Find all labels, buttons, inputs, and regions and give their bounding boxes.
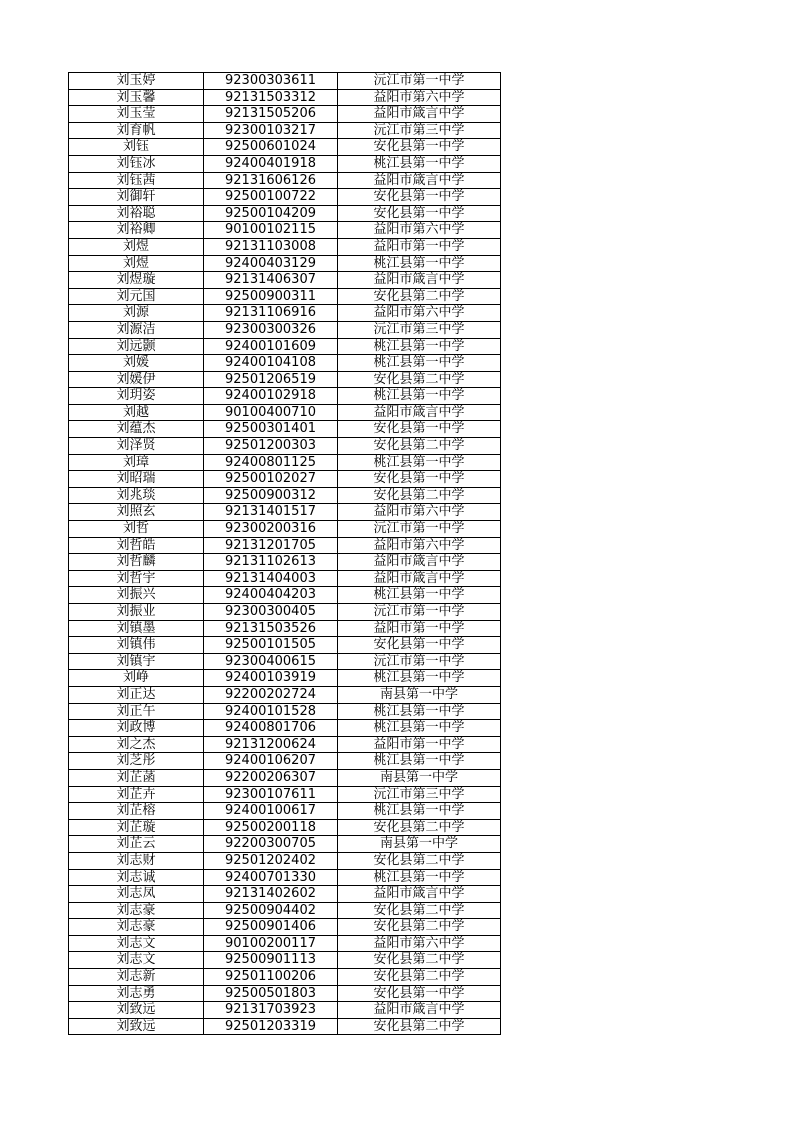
student-table (68, 72, 501, 1035)
school-cell: 益阳市第六中学 (338, 305, 501, 322)
school-cell: 沅江市第三中学 (338, 321, 501, 338)
table-row (69, 720, 501, 737)
exam-number-cell: 92500901406 (204, 919, 338, 936)
student-name-cell: 刘兆琰 (69, 487, 204, 504)
table-row (69, 89, 501, 106)
school-cell: 桃江县第一中学 (338, 720, 501, 737)
table-row (69, 454, 501, 471)
student-name-cell: 刘玉莹 (69, 106, 204, 123)
table-row (69, 587, 501, 604)
exam-number-cell: 92400404203 (204, 587, 338, 604)
student-name-cell: 刘哲皓 (69, 537, 204, 554)
school-cell: 安化县第二中学 (338, 371, 501, 388)
table-row (69, 537, 501, 554)
table-row (69, 686, 501, 703)
student-name-cell: 刘媛 (69, 355, 204, 372)
table-row (69, 786, 501, 803)
school-cell: 桃江县第一中学 (338, 670, 501, 687)
exam-number-cell: 92400104108 (204, 355, 338, 372)
exam-number-cell: 92400106207 (204, 753, 338, 770)
school-cell: 沅江市第一中学 (338, 521, 501, 538)
exam-number-cell: 92501100206 (204, 969, 338, 986)
exam-number-cell: 90100400710 (204, 404, 338, 421)
student-name-cell: 刘源洁 (69, 321, 204, 338)
school-cell: 沅江市第一中学 (338, 653, 501, 670)
school-cell: 益阳市箴言中学 (338, 570, 501, 587)
student-name-cell: 刘泽贤 (69, 438, 204, 455)
exam-number-cell: 92501200303 (204, 438, 338, 455)
school-cell: 桃江县第一中学 (338, 803, 501, 820)
exam-number-cell: 92200202724 (204, 686, 338, 703)
student-name-cell: 刘钰茜 (69, 172, 204, 189)
table-row (69, 238, 501, 255)
school-cell: 益阳市箴言中学 (338, 886, 501, 903)
student-name-cell: 刘正达 (69, 686, 204, 703)
student-name-cell: 刘芷卉 (69, 786, 204, 803)
student-name-cell: 刘之杰 (69, 736, 204, 753)
table-row (69, 272, 501, 289)
table-row (69, 604, 501, 621)
student-name-cell: 刘志财 (69, 852, 204, 869)
exam-number-cell: 92500901113 (204, 952, 338, 969)
table-row (69, 388, 501, 405)
school-cell: 安化县第一中学 (338, 139, 501, 156)
school-cell: 桃江县第一中学 (338, 338, 501, 355)
school-cell: 安化县第二中学 (338, 919, 501, 936)
exam-number-cell: 92300107611 (204, 786, 338, 803)
student-name-cell: 刘志豪 (69, 902, 204, 919)
exam-number-cell: 92500501803 (204, 985, 338, 1002)
school-cell: 桃江县第一中学 (338, 355, 501, 372)
student-name-cell: 刘远颢 (69, 338, 204, 355)
exam-number-cell: 92500900312 (204, 487, 338, 504)
school-cell: 安化县第二中学 (338, 438, 501, 455)
school-cell: 沅江市第一中学 (338, 73, 501, 90)
school-cell: 桃江县第一中学 (338, 869, 501, 886)
school-cell: 桃江县第一中学 (338, 388, 501, 405)
exam-number-cell: 92400401918 (204, 155, 338, 172)
school-cell: 益阳市箴言中学 (338, 1002, 501, 1019)
school-cell: 安化县第二中学 (338, 902, 501, 919)
school-cell: 安化县第二中学 (338, 288, 501, 305)
table-row (69, 122, 501, 139)
exam-number-cell: 92500101505 (204, 637, 338, 654)
student-name-cell: 刘钰 (69, 139, 204, 156)
exam-number-cell: 92500102027 (204, 471, 338, 488)
table-row (69, 371, 501, 388)
table-row (69, 902, 501, 919)
school-cell: 桃江县第一中学 (338, 255, 501, 272)
school-cell: 安化县第一中学 (338, 421, 501, 438)
student-name-cell: 刘哲麟 (69, 554, 204, 571)
student-name-cell: 刘昭瑞 (69, 471, 204, 488)
student-name-cell: 刘哲 (69, 521, 204, 538)
student-name-cell: 刘煜 (69, 238, 204, 255)
school-cell: 益阳市箴言中学 (338, 172, 501, 189)
exam-number-cell: 92400102918 (204, 388, 338, 405)
student-name-cell: 刘芷菡 (69, 769, 204, 786)
student-name-cell: 刘煜璇 (69, 272, 204, 289)
table-row (69, 471, 501, 488)
exam-number-cell: 92131103008 (204, 238, 338, 255)
exam-number-cell: 92400403129 (204, 255, 338, 272)
table-row (69, 139, 501, 156)
exam-number-cell: 92131503526 (204, 620, 338, 637)
school-cell: 安化县第一中学 (338, 189, 501, 206)
exam-number-cell: 90100102115 (204, 222, 338, 239)
table-row (69, 869, 501, 886)
exam-number-cell: 92300300326 (204, 321, 338, 338)
exam-number-cell: 92131106916 (204, 305, 338, 322)
student-name-cell: 刘御轩 (69, 189, 204, 206)
school-cell: 安化县第一中学 (338, 637, 501, 654)
school-cell: 安化县第一中学 (338, 985, 501, 1002)
table-row (69, 769, 501, 786)
school-cell: 桃江县第一中学 (338, 155, 501, 172)
table-row (69, 637, 501, 654)
student-name-cell: 刘振业 (69, 604, 204, 621)
student-name-cell: 刘峥 (69, 670, 204, 687)
student-name-cell: 刘照玄 (69, 504, 204, 521)
school-cell: 益阳市第六中学 (338, 504, 501, 521)
school-cell: 安化县第一中学 (338, 205, 501, 222)
student-name-cell: 刘媛伊 (69, 371, 204, 388)
exam-number-cell: 92400701330 (204, 869, 338, 886)
school-cell: 安化县第二中学 (338, 969, 501, 986)
table-row (69, 172, 501, 189)
table-row (69, 620, 501, 637)
student-name-cell: 刘政博 (69, 720, 204, 737)
student-name-cell: 刘芷榕 (69, 803, 204, 820)
student-name-cell: 刘芷云 (69, 836, 204, 853)
table-row (69, 670, 501, 687)
table-row (69, 189, 501, 206)
student-name-cell: 刘镇伟 (69, 637, 204, 654)
table-row (69, 736, 501, 753)
student-name-cell: 刘裕聪 (69, 205, 204, 222)
table-row (69, 255, 501, 272)
school-cell: 益阳市第一中学 (338, 238, 501, 255)
student-name-cell: 刘越 (69, 404, 204, 421)
school-cell: 南县第一中学 (338, 836, 501, 853)
exam-number-cell: 92500601024 (204, 139, 338, 156)
table-row (69, 985, 501, 1002)
table-row (69, 205, 501, 222)
exam-number-cell: 92400100617 (204, 803, 338, 820)
school-cell: 益阳市第六中学 (338, 222, 501, 239)
exam-number-cell: 92400103919 (204, 670, 338, 687)
school-cell: 桃江县第一中学 (338, 703, 501, 720)
table-row (69, 73, 501, 90)
student-name-cell: 刘哲宇 (69, 570, 204, 587)
student-table-body (69, 73, 501, 1035)
exam-number-cell: 92131703923 (204, 1002, 338, 1019)
exam-number-cell: 92131404003 (204, 570, 338, 587)
exam-number-cell: 92300200316 (204, 521, 338, 538)
exam-number-cell: 92200300705 (204, 836, 338, 853)
student-name-cell: 刘志凤 (69, 886, 204, 903)
exam-number-cell: 92500100722 (204, 189, 338, 206)
exam-number-cell: 92500301401 (204, 421, 338, 438)
table-row (69, 1002, 501, 1019)
student-name-cell: 刘致远 (69, 1018, 204, 1035)
exam-number-cell: 92131402602 (204, 886, 338, 903)
school-cell: 安化县第二中学 (338, 852, 501, 869)
student-name-cell: 刘裕卿 (69, 222, 204, 239)
exam-number-cell: 92131200624 (204, 736, 338, 753)
exam-number-cell: 92400801706 (204, 720, 338, 737)
student-name-cell: 刘玉婷 (69, 73, 204, 90)
school-cell: 益阳市第六中学 (338, 89, 501, 106)
school-cell: 益阳市箴言中学 (338, 554, 501, 571)
exam-number-cell: 92400101609 (204, 338, 338, 355)
table-row (69, 155, 501, 172)
school-cell: 沅江市第一中学 (338, 604, 501, 621)
exam-number-cell: 92400801125 (204, 454, 338, 471)
student-name-cell: 刘志豪 (69, 919, 204, 936)
exam-number-cell: 92131201705 (204, 537, 338, 554)
exam-number-cell: 92131401517 (204, 504, 338, 521)
exam-number-cell: 92300103217 (204, 122, 338, 139)
exam-number-cell: 90100200117 (204, 935, 338, 952)
table-row (69, 438, 501, 455)
student-name-cell: 刘镇墨 (69, 620, 204, 637)
table-row (69, 421, 501, 438)
table-row (69, 935, 501, 952)
school-cell: 益阳市第一中学 (338, 620, 501, 637)
school-cell: 安化县第二中学 (338, 952, 501, 969)
exam-number-cell: 92300303611 (204, 73, 338, 90)
exam-number-cell: 92500200118 (204, 819, 338, 836)
table-row (69, 836, 501, 853)
school-cell: 沅江市第三中学 (338, 786, 501, 803)
school-cell: 益阳市箴言中学 (338, 106, 501, 123)
table-row (69, 919, 501, 936)
table-row (69, 222, 501, 239)
student-name-cell: 刘玥姿 (69, 388, 204, 405)
student-name-cell: 刘钰冰 (69, 155, 204, 172)
school-cell: 安化县第二中学 (338, 819, 501, 836)
student-name-cell: 刘志诚 (69, 869, 204, 886)
student-name-cell: 刘蕴杰 (69, 421, 204, 438)
school-cell: 益阳市第六中学 (338, 537, 501, 554)
table-row (69, 504, 501, 521)
table-row (69, 554, 501, 571)
student-name-cell: 刘璋 (69, 454, 204, 471)
table-row (69, 570, 501, 587)
exam-number-cell: 92131505206 (204, 106, 338, 123)
table-row (69, 321, 501, 338)
student-name-cell: 刘育帆 (69, 122, 204, 139)
school-cell: 益阳市箴言中学 (338, 272, 501, 289)
table-row (69, 969, 501, 986)
exam-number-cell: 92200206307 (204, 769, 338, 786)
school-cell: 安化县第一中学 (338, 471, 501, 488)
student-name-cell: 刘正午 (69, 703, 204, 720)
student-name-cell: 刘振兴 (69, 587, 204, 604)
table-row (69, 1018, 501, 1035)
table-row (69, 305, 501, 322)
table-row (69, 487, 501, 504)
student-name-cell: 刘志文 (69, 952, 204, 969)
exam-number-cell: 92131606126 (204, 172, 338, 189)
table-row (69, 338, 501, 355)
student-name-cell: 刘志勇 (69, 985, 204, 1002)
school-cell: 南县第一中学 (338, 769, 501, 786)
table-row (69, 852, 501, 869)
school-cell: 沅江市第三中学 (338, 122, 501, 139)
exam-number-cell: 92500104209 (204, 205, 338, 222)
student-name-cell: 刘志新 (69, 969, 204, 986)
student-name-cell: 刘元国 (69, 288, 204, 305)
table-row (69, 355, 501, 372)
student-name-cell: 刘煜 (69, 255, 204, 272)
student-name-cell: 刘芷璇 (69, 819, 204, 836)
school-cell: 安化县第二中学 (338, 487, 501, 504)
school-cell: 益阳市第一中学 (338, 736, 501, 753)
school-cell: 桃江县第一中学 (338, 454, 501, 471)
table-row (69, 886, 501, 903)
student-name-cell: 刘源 (69, 305, 204, 322)
exam-number-cell: 92400101528 (204, 703, 338, 720)
exam-number-cell: 92300400615 (204, 653, 338, 670)
exam-number-cell: 92131406307 (204, 272, 338, 289)
table-row (69, 288, 501, 305)
exam-number-cell: 92500904402 (204, 902, 338, 919)
school-cell: 益阳市箴言中学 (338, 404, 501, 421)
school-cell: 桃江县第一中学 (338, 753, 501, 770)
school-cell: 安化县第二中学 (338, 1018, 501, 1035)
exam-number-cell: 92501203319 (204, 1018, 338, 1035)
table-row (69, 653, 501, 670)
table-row (69, 703, 501, 720)
student-name-cell: 刘镇宇 (69, 653, 204, 670)
exam-number-cell: 92300300405 (204, 604, 338, 621)
student-name-cell: 刘志文 (69, 935, 204, 952)
school-cell: 益阳市第六中学 (338, 935, 501, 952)
table-row (69, 106, 501, 123)
exam-number-cell: 92500900311 (204, 288, 338, 305)
student-name-cell: 刘玉馨 (69, 89, 204, 106)
table-row (69, 819, 501, 836)
table-row (69, 753, 501, 770)
school-cell: 南县第一中学 (338, 686, 501, 703)
exam-number-cell: 92131503312 (204, 89, 338, 106)
exam-number-cell: 92501206519 (204, 371, 338, 388)
table-row (69, 803, 501, 820)
table-row (69, 404, 501, 421)
school-cell: 桃江县第一中学 (338, 587, 501, 604)
table-row (69, 952, 501, 969)
exam-number-cell: 92131102613 (204, 554, 338, 571)
student-name-cell: 刘芝彤 (69, 753, 204, 770)
table-row (69, 521, 501, 538)
student-name-cell: 刘致远 (69, 1002, 204, 1019)
exam-number-cell: 92501202402 (204, 852, 338, 869)
